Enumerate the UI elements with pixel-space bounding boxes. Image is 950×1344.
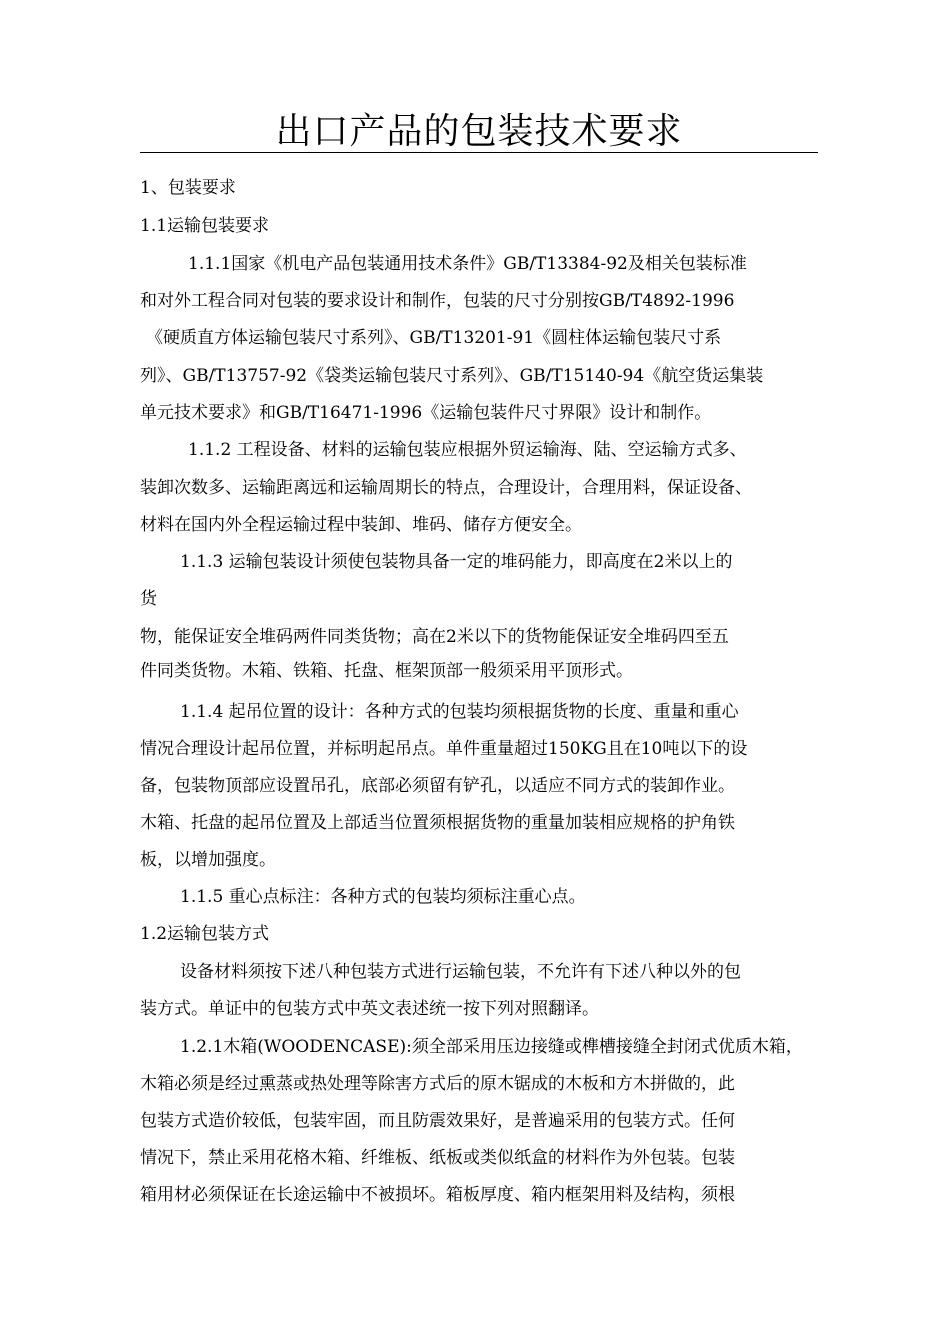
document-title: 出口产品的包装技术要求 — [275, 111, 683, 152]
paragraph-line: 木箱必须是经过熏蒸或热处理等除害方式后的原木锯成的木板和方木拼做的，此 — [140, 1074, 735, 1094]
subsection-heading: 1.2运输包装方式 — [140, 924, 270, 944]
title-underline — [140, 152, 818, 153]
paragraph-line: 和对外工程合同对包装的要求设计和制作，包装的尺寸分别按GB/T4892-1996 — [140, 291, 735, 311]
paragraph-line: 1.1.4 起吊位置的设计：各种方式的包装均须根据货物的长度、重量和重心 — [180, 702, 739, 722]
paragraph-line: 货 — [140, 589, 157, 609]
paragraph-line: 件同类货物。木箱、铁箱、托盘、框架顶部一般须采用平顶形式。 — [140, 661, 633, 681]
paragraph-line: 《硬质直方体运输包装尺寸系列》、GB/T13201-91《圆柱体运输包装尺寸系 — [146, 328, 722, 348]
paragraph-line: 包装方式造价较低，包装牢固，而且防震效果好，是普遍采用的包装方式。任何 — [140, 1111, 735, 1131]
paragraph-line: 备，包装物顶部应设置吊孔，底部必须留有铲孔，以适应不同方式的装卸作业。 — [140, 776, 735, 796]
paragraph-line: 设备材料须按下述八种包装方式进行运输包装，不允许有下述八种以外的包 — [180, 962, 741, 982]
paragraph-line: 1.1.3 运输包装设计须使包装物具备一定的堆码能力，即高度在2米以上的 — [180, 552, 733, 572]
paragraph-line: 材料在国内外全程运输过程中装卸、堆码、储存方便安全。 — [140, 515, 582, 535]
paragraph-line: 装卸次数多、运输距离远和运输周期长的特点，合理设计，合理用料，保证设备、 — [140, 478, 752, 498]
section-heading: 1、包装要求 — [140, 178, 236, 198]
paragraph-line: 情况下，禁止采用花格木箱、纤维板、纸板或类似纸盒的材料作为外包装。包装 — [140, 1148, 735, 1168]
paragraph-line: 1.1.1国家《机电产品包装通用技术条件》GB/T13384-92及相关包装标准 — [188, 254, 747, 274]
paragraph-line: 板，以增加强度。 — [140, 850, 276, 870]
paragraph-line: 物，能保证安全堆码两件同类货物；高在2米以下的货物能保证安全堆码四至五 — [140, 627, 729, 647]
paragraph-line: 1.1.5 重心点标注：各种方式的包装均须标注重心点。 — [180, 887, 586, 907]
paragraph-line: 单元技术要求》和GB/T16471-1996《运输包装件尺寸界限》设计和制作。 — [140, 403, 712, 423]
paragraph-line: 1.2.1木箱(WOODENCASE):须全部采用压边接缝或榫槽接缝全封闭式优质木箱， — [180, 1037, 803, 1057]
paragraph-line: 1.1.2 工程设备、材料的运输包装应根据外贸运输海、陆、空运输方式多、 — [188, 440, 747, 460]
paragraph-line: 列》、GB/T13757-92《袋类运输包装尺寸系列》、GB/T15140-94《航空货运集装 — [140, 366, 764, 386]
paragraph-line: 装方式。单证中的包装方式中英文表述统一按下列对照翻译。 — [140, 999, 599, 1019]
paragraph-line: 箱用材必须保证在长途运输中不被损坏。箱板厚度、箱内框架用料及结构，须根 — [140, 1185, 735, 1205]
subsection-heading: 1.1运输包装要求 — [140, 216, 270, 236]
paragraph-line: 情况合理设计起吊位置，并标明起吊点。单件重量超过150KG且在10吨以下的设 — [140, 739, 748, 759]
paragraph-line: 木箱、托盘的起吊位置及上部适当位置须根据货物的重量加装相应规格的护角铁 — [140, 813, 735, 833]
